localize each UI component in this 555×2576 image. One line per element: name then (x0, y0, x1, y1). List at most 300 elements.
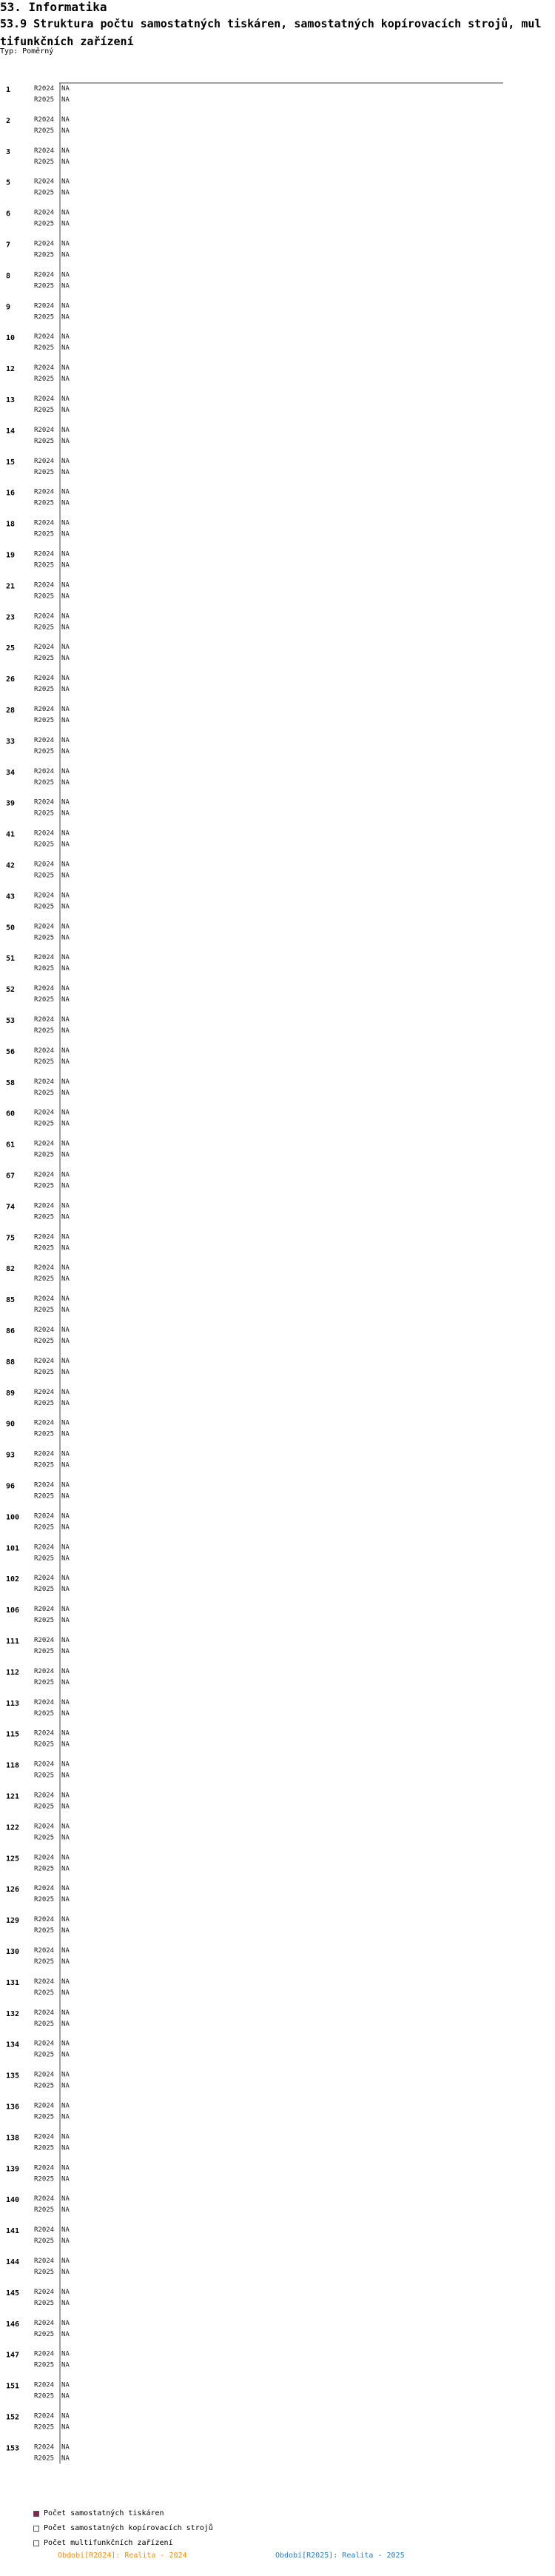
value-label: NA (61, 2071, 70, 2079)
period-tick-label: R2024 (34, 1202, 55, 1210)
value-label: NA (61, 2381, 70, 2389)
period-tick-label: R2025 (34, 624, 55, 632)
value-label: NA (61, 1916, 70, 1924)
legend-swatch (33, 2526, 39, 2532)
period-tick-label: R2025 (34, 1368, 55, 1376)
value-label: NA (61, 1978, 70, 1986)
period-tick-label: R2024 (34, 923, 55, 931)
period-tick-label: R2025 (34, 2020, 55, 2028)
period-tick-label: R2025 (34, 1834, 55, 1842)
period-tick-label: R2024 (34, 954, 55, 962)
period-tick-label: R2025 (34, 1182, 55, 1190)
period-tick-label: R2024 (34, 1637, 55, 1644)
category-label: 151 (6, 2382, 20, 2391)
category-label: 111 (6, 1638, 20, 1646)
value-label: NA (61, 1109, 70, 1117)
period-tick-label: R2025 (34, 2113, 55, 2121)
value-label: NA (61, 1761, 70, 1769)
period-tick-label: R2025 (34, 2051, 55, 2059)
period-tick-label: R2024 (34, 1450, 55, 1458)
value-label: NA (61, 2164, 70, 2172)
value-label: NA (61, 240, 70, 248)
period-tick-label: R2025 (34, 530, 55, 538)
period-tick-label: R2024 (34, 830, 55, 838)
period-tick-label: R2024 (34, 1357, 55, 1365)
period-tick-label: R2024 (34, 2164, 55, 2172)
value-label: NA (61, 903, 70, 911)
value-label: NA (61, 1368, 70, 1376)
period-tick-label: R2024 (34, 767, 55, 775)
period-tick-label: R2025 (34, 1027, 55, 1035)
value-label: NA (61, 830, 70, 838)
category-label: 9 (6, 303, 11, 312)
value-label: NA (61, 1202, 70, 1210)
value-label: NA (61, 675, 70, 683)
chart-area (0, 74, 555, 2489)
period-tick-label: R2024 (34, 1512, 55, 1521)
category-label: 147 (6, 2351, 20, 2360)
category-label: 112 (6, 1668, 20, 1677)
value-label: NA (61, 1741, 70, 1749)
period-tick-label: R2025 (34, 717, 55, 724)
period-tick-label: R2024 (34, 364, 55, 373)
value-label: NA (61, 1586, 70, 1594)
category-label: 113 (6, 1699, 20, 1708)
category-label: 102 (6, 1575, 20, 1584)
value-label: NA (61, 1709, 70, 1718)
category-label: 75 (6, 1234, 16, 1243)
category-label: 1 (6, 86, 11, 94)
value-label: NA (61, 810, 70, 818)
value-label: NA (61, 1171, 70, 1179)
value-label: NA (61, 147, 70, 155)
value-label: NA (61, 1419, 70, 1427)
period-tick-label: R2024 (34, 116, 55, 124)
period-tick-label: R2024 (34, 457, 55, 465)
value-label: NA (61, 1896, 70, 1904)
period-tick-label: R2024 (34, 1327, 55, 1334)
category-label: 19 (6, 551, 16, 560)
period-tick-label: R2024 (34, 2009, 55, 2017)
value-label: NA (61, 85, 70, 93)
value-label: NA (61, 488, 70, 496)
value-label: NA (61, 1989, 70, 1997)
value-label: NA (61, 1648, 70, 1655)
period-tick-label: R2025 (34, 686, 55, 694)
value-label: NA (61, 1606, 70, 1614)
category-label: 100 (6, 1513, 20, 1522)
period-tick-label: R2024 (34, 1419, 55, 1427)
value-label: NA (61, 1327, 70, 1334)
period-tick-label: R2025 (34, 1896, 55, 1904)
category-label: 14 (6, 427, 16, 436)
value-label: NA (61, 1430, 70, 1438)
category-label: 7 (6, 241, 11, 250)
period-tick-label: R2025 (34, 1492, 55, 1501)
period-tick-label: R2025 (34, 282, 55, 290)
period-tick-label: R2024 (34, 644, 55, 652)
period-tick-label: R2024 (34, 2412, 55, 2420)
value-label: NA (61, 778, 70, 787)
category-label: 121 (6, 1792, 20, 1801)
period-tick-label: R2025 (34, 778, 55, 787)
legend-swatch (33, 2540, 39, 2546)
period-tick-label: R2024 (34, 1823, 55, 1831)
category-label: 3 (6, 147, 11, 156)
category-label: 135 (6, 2072, 20, 2081)
value-label: NA (61, 2082, 70, 2090)
period-tick-label: R2025 (34, 96, 55, 104)
value-label: NA (61, 1295, 70, 1304)
value-label: NA (61, 934, 70, 942)
category-label: 96 (6, 1482, 16, 1491)
value-label: NA (61, 2258, 70, 2265)
value-label: NA (61, 1854, 70, 1862)
section-title: 53. Informatika (0, 0, 107, 14)
period-tick-label: R2025 (34, 1741, 55, 1749)
value-label: NA (61, 841, 70, 849)
value-label: NA (61, 2423, 70, 2432)
value-label: NA (61, 1450, 70, 1458)
period-tick-label: R2024 (34, 1885, 55, 1893)
value-label: NA (61, 209, 70, 217)
period-tick-label: R2024 (34, 1388, 55, 1396)
category-label: 138 (6, 2134, 20, 2143)
value-label: NA (61, 717, 70, 724)
period-tick-label: R2024 (34, 2102, 55, 2110)
period-tick-label: R2025 (34, 1555, 55, 1563)
value-label: NA (61, 1865, 70, 1873)
value-label: NA (61, 1182, 70, 1190)
value-label: NA (61, 1338, 70, 1345)
period-2025-label: Období[R2025]: Realita - 2025 (275, 2552, 405, 2560)
period-tick-label: R2025 (34, 1430, 55, 1438)
value-label: NA (61, 1140, 70, 1148)
period-tick-label: R2025 (34, 747, 55, 755)
value-label: NA (61, 923, 70, 931)
period-tick-label: R2025 (34, 1865, 55, 1873)
value-label: NA (61, 550, 70, 558)
category-label: 88 (6, 1358, 16, 1367)
period-tick-label: R2024 (34, 1947, 55, 1955)
period-tick-label: R2025 (34, 1617, 55, 1625)
period-tick-label: R2025 (34, 2299, 55, 2307)
period-tick-label: R2025 (34, 1958, 55, 1966)
period-tick-label: R2025 (34, 2082, 55, 2090)
period-tick-label: R2025 (34, 965, 55, 973)
period-tick-label: R2024 (34, 1140, 55, 1148)
value-label: NA (61, 767, 70, 775)
chart-subtitle: 53.9 Struktura počtu samostatných tiskáren, samostatných kopírovacích strojů, multifunkčních zařízení (0, 17, 542, 48)
value-label: NA (61, 1016, 70, 1024)
category-label: 139 (6, 2165, 20, 2174)
value-label: NA (61, 561, 70, 570)
category-label: 153 (6, 2444, 20, 2453)
type-label: Typ: Poměrný (0, 47, 54, 56)
value-label: NA (61, 1120, 70, 1128)
category-label: 39 (6, 799, 16, 808)
category-label: 60 (6, 1110, 16, 1118)
value-label: NA (61, 2361, 70, 2369)
category-label: 126 (6, 1886, 20, 1895)
period-tick-label: R2024 (34, 1233, 55, 1241)
period-tick-label: R2025 (34, 1213, 55, 1221)
value-label: NA (61, 2226, 70, 2235)
category-label: 86 (6, 1327, 16, 1335)
value-label: NA (61, 457, 70, 465)
category-label: 115 (6, 1730, 20, 1739)
category-label: 2 (6, 116, 11, 125)
period-tick-label: R2024 (34, 85, 55, 93)
value-label: NA (61, 407, 70, 414)
period-tick-label: R2024 (34, 519, 55, 527)
period-tick-label: R2025 (34, 1120, 55, 1128)
value-label: NA (61, 2133, 70, 2141)
period-tick-label: R2025 (34, 1058, 55, 1066)
category-label: 144 (6, 2258, 20, 2266)
period-tick-label: R2025 (34, 220, 55, 228)
value-label: NA (61, 1637, 70, 1644)
value-label: NA (61, 1388, 70, 1396)
category-label: 90 (6, 1420, 16, 1429)
period-tick-label: R2024 (34, 209, 55, 217)
category-label: 67 (6, 1172, 16, 1181)
period-tick-label: R2024 (34, 333, 55, 341)
period-tick-label: R2024 (34, 1016, 55, 1024)
period-tick-label: R2024 (34, 1729, 55, 1738)
period-tick-label: R2025 (34, 2206, 55, 2215)
period-tick-label: R2024 (34, 1295, 55, 1304)
period-tick-label: R2025 (34, 1399, 55, 1407)
period-tick-label: R2025 (34, 499, 55, 507)
value-label: NA (61, 2051, 70, 2059)
category-label: 21 (6, 582, 16, 591)
period-tick-label: R2024 (34, 302, 55, 310)
value-label: NA (61, 1461, 70, 1469)
value-label: NA (61, 468, 70, 476)
category-label: 6 (6, 210, 11, 218)
value-label: NA (61, 1678, 70, 1686)
period-tick-label: R2025 (34, 1151, 55, 1159)
value-label: NA (61, 1729, 70, 1738)
period-tick-label: R2024 (34, 2381, 55, 2389)
period-tick-label: R2024 (34, 1575, 55, 1583)
value-label: NA (61, 1047, 70, 1055)
value-label: NA (61, 1555, 70, 1563)
period-tick-label: R2025 (34, 593, 55, 601)
period-tick-label: R2025 (34, 655, 55, 663)
period-tick-label: R2025 (34, 1244, 55, 1252)
value-label: NA (61, 1803, 70, 1811)
category-label: 13 (6, 396, 16, 404)
period-tick-label: R2024 (34, 1078, 55, 1086)
period-tick-label: R2025 (34, 407, 55, 414)
period-tick-label: R2025 (34, 251, 55, 259)
value-label: NA (61, 1233, 70, 1241)
value-label: NA (61, 189, 70, 197)
category-label: 12 (6, 365, 16, 374)
value-label: NA (61, 2206, 70, 2215)
category-label: 61 (6, 1141, 16, 1149)
category-label: 118 (6, 1761, 20, 1770)
value-label: NA (61, 344, 70, 353)
period-tick-label: R2024 (34, 798, 55, 807)
period-tick-label: R2025 (34, 996, 55, 1004)
category-label: 125 (6, 1855, 20, 1863)
period-tick-label: R2025 (34, 1648, 55, 1655)
category-label: 28 (6, 707, 16, 715)
period-tick-label: R2024 (34, 736, 55, 744)
period-tick-label: R2025 (34, 1461, 55, 1469)
value-label: NA (61, 499, 70, 507)
period-tick-label: R2024 (34, 271, 55, 279)
value-label: NA (61, 613, 70, 621)
category-label: 53 (6, 1017, 16, 1025)
period-tick-label: R2025 (34, 1524, 55, 1532)
category-label: 18 (6, 520, 16, 529)
period-tick-label: R2024 (34, 861, 55, 869)
value-label: NA (61, 1481, 70, 1489)
value-label: NA (61, 1275, 70, 1284)
value-label: NA (61, 2020, 70, 2028)
value-label: NA (61, 2175, 70, 2183)
period-tick-label: R2024 (34, 1047, 55, 1055)
value-label: NA (61, 1027, 70, 1035)
value-label: NA (61, 1617, 70, 1625)
period-tick-label: R2024 (34, 706, 55, 713)
period-tick-label: R2025 (34, 344, 55, 353)
period-tick-label: R2025 (34, 2175, 55, 2183)
category-label: 56 (6, 1047, 16, 1056)
value-label: NA (61, 426, 70, 434)
period-tick-label: R2024 (34, 581, 55, 590)
value-label: NA (61, 271, 70, 279)
period-tick-label: R2025 (34, 313, 55, 321)
value-label: NA (61, 2238, 70, 2246)
value-label: NA (61, 985, 70, 993)
value-label: NA (61, 1927, 70, 1935)
value-label: NA (61, 2330, 70, 2338)
value-label: NA (61, 1698, 70, 1706)
category-label: 43 (6, 892, 16, 901)
period-tick-label: R2025 (34, 1089, 55, 1097)
period-tick-label: R2024 (34, 1698, 55, 1706)
period-tick-label: R2024 (34, 2350, 55, 2358)
value-label: NA (61, 1792, 70, 1800)
value-label: NA (61, 220, 70, 228)
category-label: 58 (6, 1078, 16, 1087)
period-tick-label: R2024 (34, 396, 55, 403)
value-label: NA (61, 2102, 70, 2110)
period-tick-label: R2025 (34, 1927, 55, 1935)
value-label: NA (61, 798, 70, 807)
period-tick-label: R2024 (34, 2288, 55, 2296)
value-label: NA (61, 127, 70, 135)
period-tick-label: R2025 (34, 934, 55, 942)
period-tick-label: R2024 (34, 1854, 55, 1862)
value-label: NA (61, 158, 70, 166)
period-tick-label: R2025 (34, 2238, 55, 2246)
value-label: NA (61, 736, 70, 744)
category-label: 41 (6, 830, 16, 839)
value-label: NA (61, 747, 70, 755)
value-label: NA (61, 1058, 70, 1066)
value-label: NA (61, 872, 70, 880)
category-label: 16 (6, 489, 16, 498)
category-label: 134 (6, 2041, 20, 2049)
category-label: 15 (6, 458, 16, 467)
value-label: NA (61, 1834, 70, 1842)
value-label: NA (61, 396, 70, 403)
category-label: 52 (6, 986, 16, 995)
value-label: NA (61, 624, 70, 632)
category-label: 145 (6, 2289, 20, 2298)
period-tick-label: R2025 (34, 2269, 55, 2276)
value-label: NA (61, 96, 70, 104)
value-label: NA (61, 1575, 70, 1583)
value-label: NA (61, 2455, 70, 2463)
period-tick-label: R2025 (34, 1338, 55, 1345)
value-label: NA (61, 313, 70, 321)
category-label: 101 (6, 1544, 20, 1553)
value-label: NA (61, 178, 70, 186)
category-label: 33 (6, 737, 16, 746)
value-label: NA (61, 2269, 70, 2276)
period-tick-label: R2024 (34, 1606, 55, 1614)
period-tick-label: R2024 (34, 1109, 55, 1117)
value-label: NA (61, 593, 70, 601)
period-tick-label: R2024 (34, 147, 55, 155)
value-label: NA (61, 1264, 70, 1272)
legend-swatch (33, 2511, 39, 2517)
value-label: NA (61, 1244, 70, 1252)
period-tick-label: R2025 (34, 1275, 55, 1284)
period-tick-label: R2024 (34, 178, 55, 186)
value-label: NA (61, 861, 70, 869)
period-tick-label: R2024 (34, 1264, 55, 1272)
period-tick-label: R2025 (34, 1307, 55, 1315)
category-label: 34 (6, 768, 16, 777)
value-label: NA (61, 954, 70, 962)
period-tick-label: R2024 (34, 2195, 55, 2203)
period-tick-label: R2024 (34, 1171, 55, 1179)
period-tick-label: R2025 (34, 437, 55, 445)
period-tick-label: R2024 (34, 2040, 55, 2048)
period-tick-label: R2024 (34, 892, 55, 900)
period-tick-label: R2025 (34, 1772, 55, 1780)
category-label: 50 (6, 924, 16, 932)
period-tick-label: R2025 (34, 1989, 55, 1997)
period-tick-label: R2024 (34, 1916, 55, 1924)
value-label: NA (61, 1544, 70, 1552)
value-label: NA (61, 965, 70, 973)
value-label: NA (61, 2299, 70, 2307)
value-label: NA (61, 1512, 70, 1521)
period-tick-label: R2025 (34, 468, 55, 476)
category-label: 129 (6, 1917, 20, 1926)
period-tick-label: R2025 (34, 2361, 55, 2369)
value-label: NA (61, 644, 70, 652)
value-label: NA (61, 1078, 70, 1086)
period-tick-label: R2025 (34, 810, 55, 818)
period-tick-label: R2025 (34, 561, 55, 570)
value-label: NA (61, 2392, 70, 2400)
period-tick-label: R2024 (34, 1667, 55, 1675)
category-label: 140 (6, 2196, 20, 2205)
value-label: NA (61, 2288, 70, 2296)
period-tick-label: R2024 (34, 1544, 55, 1552)
category-label: 122 (6, 1823, 20, 1832)
